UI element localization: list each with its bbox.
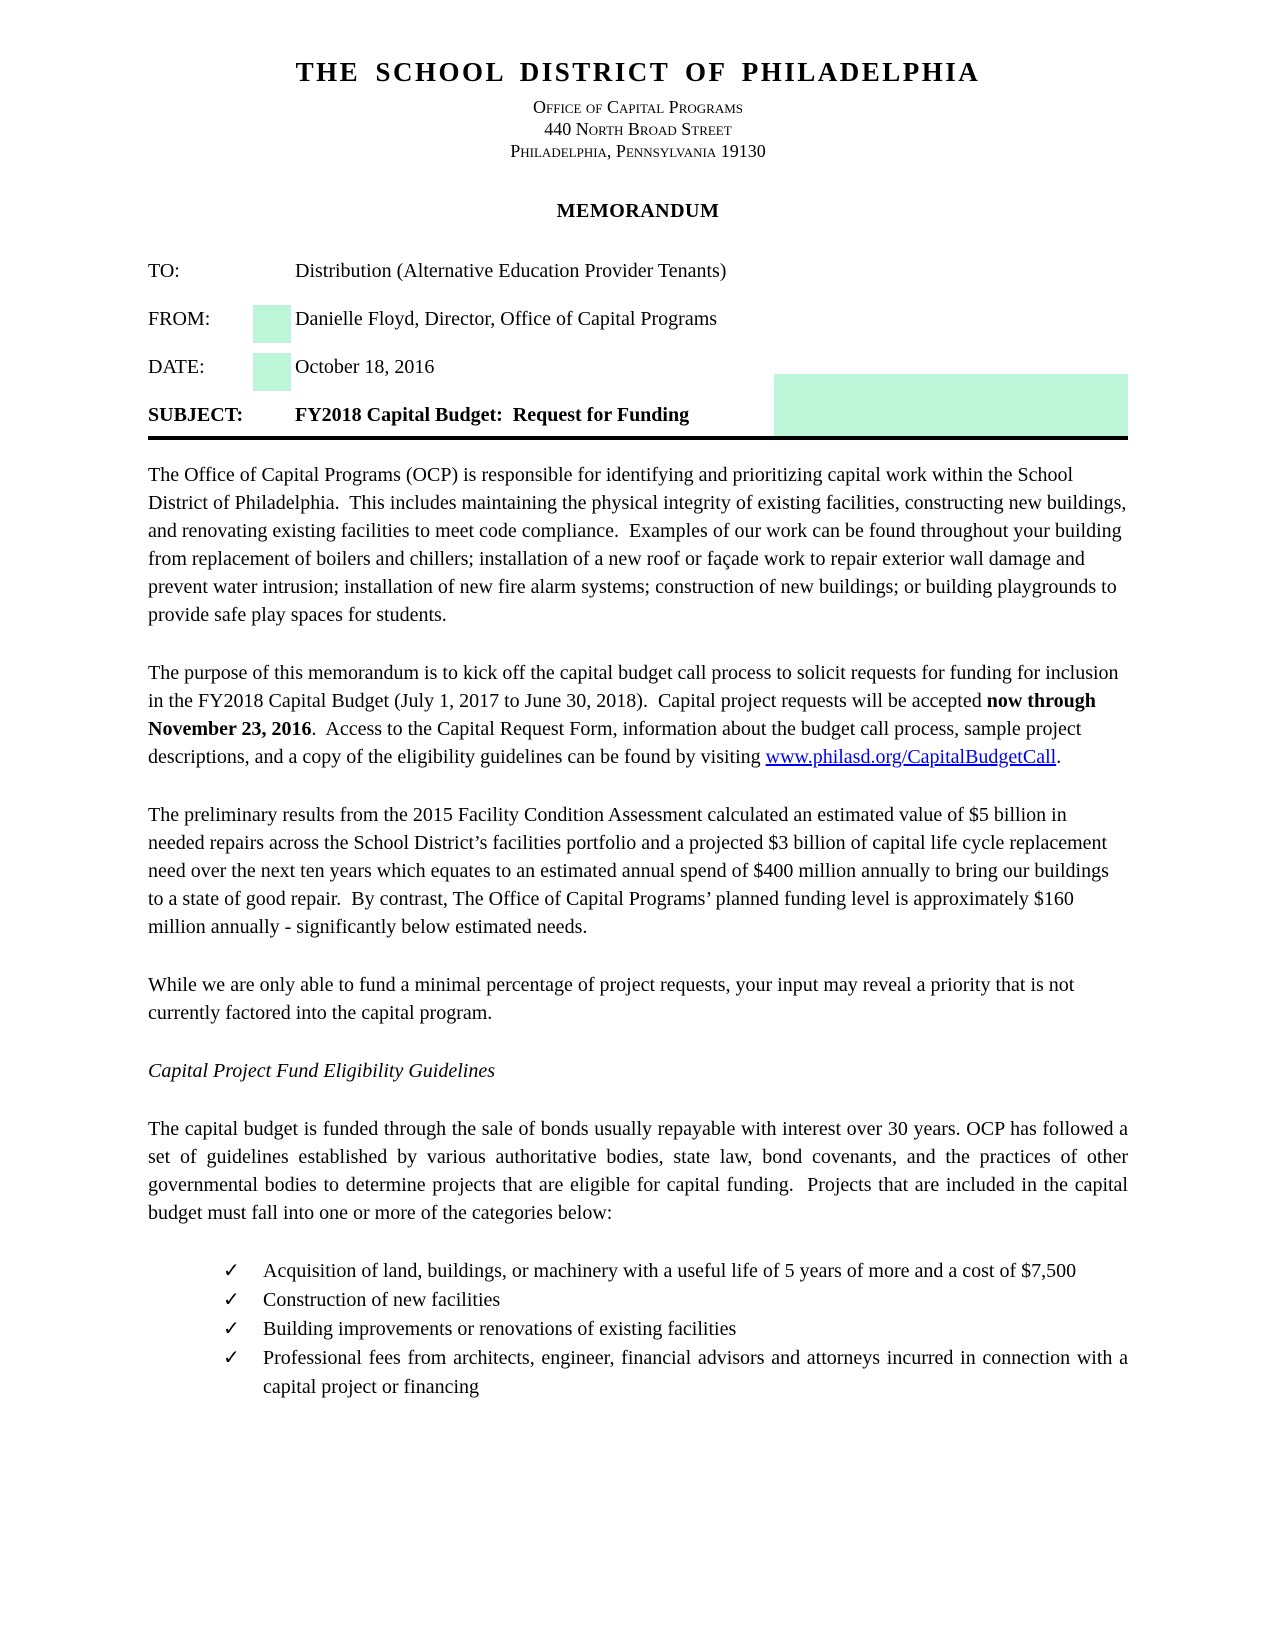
street-line: 440 North Broad Street <box>544 119 732 139</box>
to-label: TO: <box>148 260 180 282</box>
highlight-box-subject <box>774 374 1128 436</box>
body-paragraph-5: The capital budget is funded through the sale of bonds usually repayable with interest over 30 years. OCP has followed a set of guidelines established by various authoritative bodies, state law, bond covenants, and the practices of other governmental bodies to determine projects that are eligible for capital funding. Projects that are included in the capital budget must fall into one or more of the categories below: <box>148 1118 1133 1224</box>
list-item <box>148 1257 1128 1286</box>
memo-body <box>148 461 1133 1402</box>
body-paragraph-3: The preliminary results from the 2015 Facility Condition Assessment calculated an estimated value of $5 billion in needed repairs across the School District’s facilities portfolio and a projected $3 billion of capital life cycle replacement need over the next ten years which equates to an estimated annual spend of $400 million annually to bring our buildings to a state of good repair. By contrast, The Office of Capital Programs’ planned funding level is approximately $160 million annually - significantly below estimated needs. <box>148 804 1114 938</box>
check-icon: ✓ <box>223 1260 240 1282</box>
from-label: FROM: <box>148 308 211 330</box>
check-icon: ✓ <box>223 1347 240 1369</box>
memo-to-row <box>148 257 1128 295</box>
letterhead <box>148 56 1128 224</box>
capital-budget-call-link[interactable]: www.philasd.org/CapitalBudgetCall <box>765 746 1057 768</box>
subject-label: SUBJECT: <box>148 404 244 426</box>
date-label: DATE: <box>148 356 205 378</box>
list-item-text: Professional fees from architects, engineer, financial advisors and attorneys incurred in connection with a capital project or financing <box>263 1347 1133 1398</box>
dept-line: Office of Capital Programs <box>532 97 743 117</box>
paragraph-2-text-1: The purpose of this memorandum is to kick off the capital budget call process to solicit requests for funding for inclusion in the FY2018 Capital Budget (July 1, 2017 to June 30, 2018). Capital project requests will be accepted <box>148 662 1124 712</box>
highlight-box-from <box>253 305 291 343</box>
check-icon: ✓ <box>223 1289 240 1311</box>
divider-rule <box>148 436 1128 440</box>
from-value: Danielle Floyd, Director, Office of Capital Programs <box>295 308 718 330</box>
highlight-box-date <box>253 353 291 391</box>
check-icon: ✓ <box>223 1318 240 1340</box>
eligibility-list <box>148 1257 1133 1402</box>
list-item <box>148 1286 1128 1315</box>
body-paragraph-2 <box>148 659 1128 771</box>
list-item-text: Building improvements or renovations of existing facilities <box>263 1318 737 1340</box>
section-heading-eligibility: Capital Project Fund Eligibility Guidelines <box>148 1060 495 1082</box>
list-item-text: Acquisition of land, buildings, or machinery with a useful life of 5 years of more and a cost of $7,500 <box>263 1260 1077 1282</box>
city-line: Philadelphia, Pennsylvania 19130 <box>510 141 766 161</box>
memo-header <box>148 257 1128 436</box>
list-item-text: Construction of new facilities <box>263 1289 501 1311</box>
list-item <box>148 1315 1128 1344</box>
doc-type-title: MEMORANDUM <box>556 200 720 222</box>
list-item <box>148 1344 1133 1402</box>
date-value: October 18, 2016 <box>295 356 435 378</box>
paragraph-2-text-3: . <box>1056 746 1062 768</box>
to-value: Distribution (Alternative Education Provider Tenants) <box>295 260 727 282</box>
memo-from-row <box>148 305 1128 343</box>
subject-value: FY2018 Capital Budget: Request for Funding <box>295 404 690 426</box>
paragraph-2-text-2: . Access to the Capital Request Form, information about the budget call process, sample project descriptions, and a copy of the eligibility guidelines can be found by visiting <box>148 718 1087 768</box>
body-paragraph-1: The Office of Capital Programs (OCP) is responsible for identifying and prioritizing capital work within the School District of Philadelphia. This includes maintaining the physical integrity of existing facilities, constructing new buildings, and renovating existing facilities to meet code compliance. Examples of our work can be found throughout your building from replacement of boilers and chillers; installation of a new roof or façade work to repair exterior wall damage and prevent water intrusion; installation of new fire alarm systems; construction of new buildings; or building playgrounds to provide safe play spaces for students. <box>148 464 1132 626</box>
deadline-bold-text: now through November 23, 2016 <box>148 690 1101 740</box>
org-name: THE SCHOOL DISTRICT OF PHILADELPHIA <box>295 57 981 87</box>
body-paragraph-4: While we are only able to fund a minimal percentage of project requests, your input may reveal a priority that is not currently factored into the capital program. <box>148 974 1080 1024</box>
